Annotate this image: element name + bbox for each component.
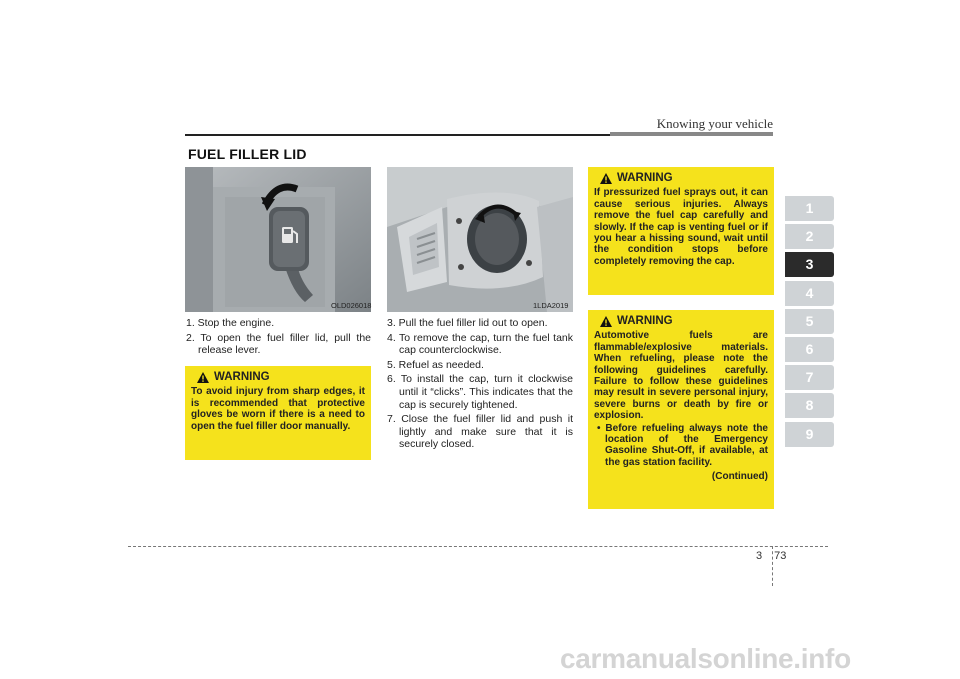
release-lever-illustration [185, 167, 371, 312]
warning-triangle-icon [600, 173, 612, 184]
warning-header [600, 316, 768, 327]
warning-body: To avoid injury from sharp edges, it is recommended that protective gloves be worn if there is a need to open the fuel filler door manually. [191, 386, 365, 432]
warning-body: If pressurized fuel sprays out, it can cause serious injuries. Always remove the fuel cap carefully and slowly. If the cap is venting fuel or if you hear a hissing sound, wait until the condition stops before completely removing the cap. [594, 187, 768, 267]
chapter-tab-5[interactable]: 5 [785, 309, 834, 334]
step-item: 7. Close the fuel filler lid and push it lightly and make sure that it is securely closed. [387, 413, 573, 451]
chapter-number: 3 [756, 550, 763, 562]
warning-title: WARNING [617, 315, 673, 327]
instruction-steps-right [387, 317, 573, 453]
fuel-release-lever-photo [185, 167, 371, 312]
step-item: 2. To open the fuel filler lid, pull the release lever. [186, 331, 371, 357]
fuel-cap-photo [387, 167, 573, 312]
chapter-tabs [785, 196, 835, 450]
photo-caption: OLD026018 [331, 301, 372, 310]
step-item: 4. To remove the cap, turn the fuel tank cap counterclockwise. [387, 331, 573, 357]
chapter-tab-9[interactable]: 9 [785, 422, 834, 447]
step-item: 5. Refuel as needed. [387, 358, 484, 371]
instruction-steps-left [186, 317, 371, 359]
section-title: FUEL FILLER LID [188, 146, 307, 162]
running-header: Knowing your vehicle [656, 116, 773, 131]
warning-triangle-icon [600, 316, 612, 327]
page-number [756, 550, 786, 562]
warning-box-gloves [185, 366, 371, 460]
chapter-tab-1[interactable]: 1 [785, 196, 834, 221]
page-number-value: 73 [774, 550, 787, 562]
chapter-tab-3[interactable]: 3 [785, 252, 834, 277]
warning-header [197, 372, 365, 383]
warning-body: Automotive fuels are flammable/explosive materials. When refueling, please note the following guidelines carefully. Failure to follow these guidelines may result in severe personal injury, severe burns or death by fire or explosion. [594, 330, 768, 422]
step-item: 6. To install the cap, turn it clockwise until it “clicks”. This indicates that the cap is securely tightened. [387, 373, 573, 411]
warning-box-pressurized-fuel [588, 167, 774, 295]
warning-title: WARNING [214, 371, 270, 383]
photo-caption: 1LDA2019 [533, 301, 569, 310]
chapter-tab-8[interactable]: 8 [785, 393, 834, 418]
warning-title: WARNING [617, 172, 673, 184]
chapter-tab-6[interactable]: 6 [785, 337, 834, 362]
step-item: 1. Stop the engine. [186, 317, 275, 329]
warning-bullet: • Before refueling always note the location of the Emergency Gasoline Shut-Off, if available, at the gas station facility. [597, 422, 768, 468]
continued-label: (Continued) [711, 471, 768, 483]
watermark-text: carmanualsonline.info [560, 643, 851, 674]
warning-header [600, 173, 768, 184]
chapter-tab-2[interactable]: 2 [785, 224, 834, 249]
chapter-tab-7[interactable]: 7 [785, 365, 834, 390]
step-item: 3. Pull the fuel filler lid out to open. [387, 317, 548, 329]
chapter-tab-4[interactable]: 4 [785, 281, 834, 306]
footer-divider [128, 546, 828, 547]
fuel-cap-illustration [387, 167, 573, 312]
warning-triangle-icon [197, 372, 209, 383]
warning-box-flammable-fuel [588, 310, 774, 509]
header-rule-accent [610, 132, 773, 136]
